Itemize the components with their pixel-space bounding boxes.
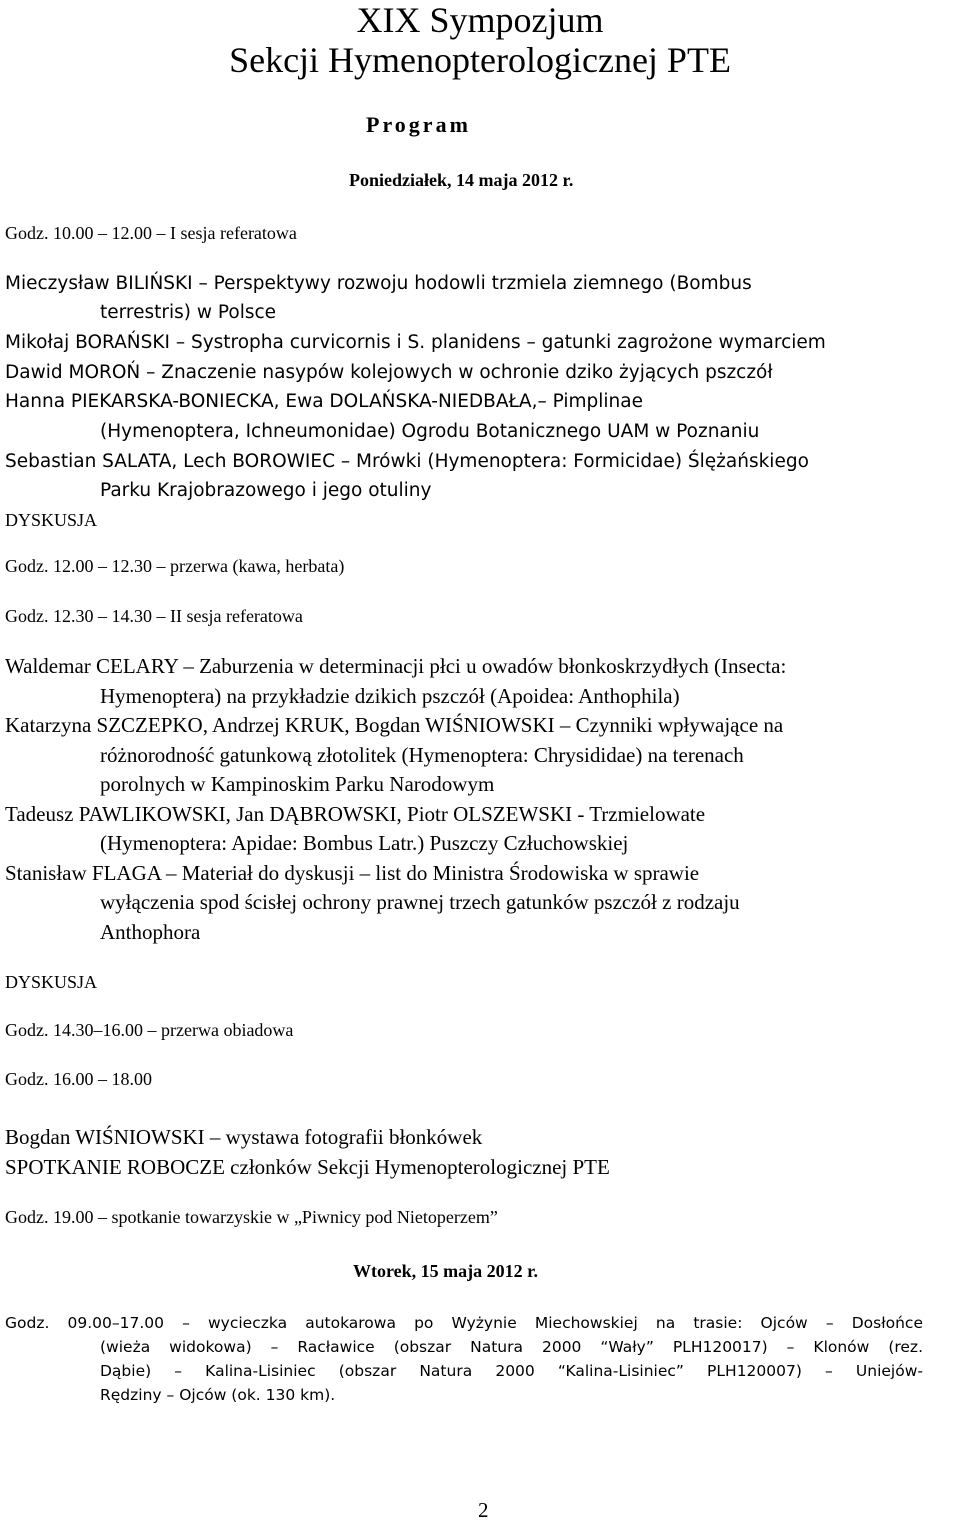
session2-line-7: Stanisław FLAGA – Materiał do dyskusji – list do Ministra Środowiska w sprawie xyxy=(5,861,700,885)
title-line-1: XIX Sympozjum xyxy=(356,0,604,40)
session2-line-4: porolnych w Kampinoskim Parku Narodowym xyxy=(100,772,495,796)
session1-line-0: Mieczysław BILIŃSKI – Perspektywy rozwoju hodowli trzmiela ziemnego (Bombus xyxy=(5,273,752,294)
session3-line-1: SPOTKANIE ROBOCZE członków Sekcji Hymenopterologicznej PTE xyxy=(5,1155,610,1179)
session2-line-0: Waldemar CELARY – Zaburzenia w determinacji płci u owadów błonkoskrzydłych (Insecta: xyxy=(5,654,787,678)
day2-line-2: Dąbie) – Kalina-Lisiniec (obszar Natura 2000 “Kalina-Lisiniec” PLH120007) – Uniejów- xyxy=(100,1362,923,1380)
evening-line: Godz. 19.00 – spotkanie towarzyskie w „Piwnicy pod Nietoperzem” xyxy=(5,1207,498,1227)
session1-line-1: terrestris) w Polsce xyxy=(100,302,277,323)
session1-line-4: Hanna PIEKARSKA-BONIECKA, Ewa DOLAŃSKA-NIEDBAŁA,– Pimplinae xyxy=(5,391,643,412)
day2-line-3: Rędziny – Ojców (ok. 130 km). xyxy=(100,1386,336,1404)
session2-line-5: Tadeusz PAWLIKOWSKI, Jan DĄBROWSKI, Piotr OLSZEWSKI - Trzmielowate xyxy=(5,802,706,826)
break2-line: Godz. 14.30–16.00 – przerwa obiadowa xyxy=(5,1020,294,1040)
session1-time: Godz. 10.00 – 12.00 – I sesja referatowa xyxy=(5,223,297,243)
session1-line-7: Parku Krajobrazowego i jego otuliny xyxy=(100,480,432,501)
break1-line: Godz. 12.00 – 12.30 – przerwa (kawa, herbata) xyxy=(5,556,345,576)
day2-line-0: Godz. 09.00–17.00 – wycieczka autokarowa po Wyżynie Miechowskiej na trasie: Ojców – Dosłońce xyxy=(5,1314,923,1332)
session2-line-2: Katarzyna SZCZEPKO, Andrzej KRUK, Bogdan WIŚNIOWSKI – Czynniki wpływające na xyxy=(5,713,784,737)
program-heading: Program xyxy=(366,112,471,137)
session2-line-8: wyłączenia spod ścisłej ochrony prawnej trzech gatunków pszczół z rodzaju xyxy=(100,890,740,914)
page-number: 2 xyxy=(478,1498,489,1522)
session2-time: Godz. 12.30 – 14.30 – II sesja referatowa xyxy=(5,606,303,626)
session1-discussion: DYSKUSJA xyxy=(5,510,98,530)
session2-discussion: DYSKUSJA xyxy=(5,972,98,992)
session2-line-1: Hymenoptera) na przykładzie dzikich pszczół (Apoidea: Anthophila) xyxy=(100,684,680,708)
day1-heading: Poniedziałek, 14 maja 2012 r. xyxy=(349,170,574,190)
session2-line-9: Anthophora xyxy=(100,920,201,944)
session2-line-6: (Hymenoptera: Apidae: Bombus Latr.) Puszczy Człuchowskiej xyxy=(100,831,629,855)
session1-line-5: (Hymenoptera, Ichneumonidae) Ogrodu Botanicznego UAM w Poznaniu xyxy=(100,421,760,442)
session3-time: Godz. 16.00 – 18.00 xyxy=(5,1069,152,1089)
session1-line-2: Mikołaj BORAŃSKI – Systropha curvicornis i S. planidens – gatunki zagrożone wymarciem xyxy=(5,332,826,353)
day2-line-1: (wieża widokowa) – Racławice (obszar Natura 2000 “Wały” PLH120017) – Klonów (rez. xyxy=(100,1338,923,1356)
session2-line-3: różnorodność gatunkową złotolitek (Hymenoptera: Chrysididae) na terenach xyxy=(100,743,744,767)
session3-line-0: Bogdan WIŚNIOWSKI – wystawa fotografii błonkówek xyxy=(5,1125,483,1149)
day2-heading: Wtorek, 15 maja 2012 r. xyxy=(353,1261,538,1281)
session1-line-6: Sebastian SALATA, Lech BOROWIEC – Mrówki (Hymenoptera: Formicidae) Ślężańskiego xyxy=(5,451,809,472)
title-line-2: Sekcji Hymenopterologicznej PTE xyxy=(229,40,731,80)
session1-line-3: Dawid MOROŃ – Znaczenie nasypów kolejowych w ochronie dziko żyjących pszczół xyxy=(5,362,773,383)
